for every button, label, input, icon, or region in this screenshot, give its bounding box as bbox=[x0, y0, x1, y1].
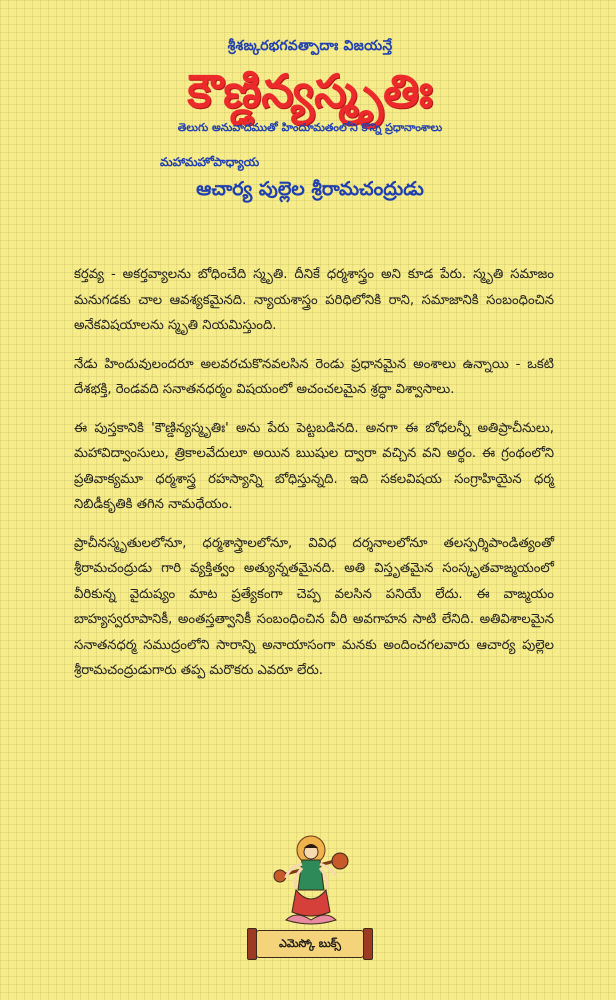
book-subtitle: తెలుగు అనువాదముతో హిందూమతంలోని కొన్ని ప్రధానాంశాలు bbox=[177, 121, 443, 134]
publisher-logo: ఎమెస్కో బుక్స్ bbox=[256, 930, 364, 958]
author-honorific: మహామహోపాధ్యాయ bbox=[160, 155, 260, 169]
series-line: శ్రీశఙ్కరభగవత్పాదాః విజయన్తే bbox=[227, 38, 393, 54]
blurb-text bbox=[74, 262, 554, 697]
blurb-paragraph: ఈ పుస్తకానికి 'కౌణ్డిన్యస్మృతిః' అను పేరు పెట్టబడినది. అనగా ఈ బోధలన్నీ అతిప్రాచీనులు, మహావిద్వాంసులు, త్రికాలవేదులూ అయిన ఋషుల ద్వారా వచ్చిన వని అర్థం. ఈ గ్రంథంలోని ప్రతివాక్యమూ ధర్మశాస్త్ర రహస్యాన్ని బోధిస్తున్నది. ఇది సకలవిషయ సంగ్రాహియైన ధర్మ నిబిడీకృతికి తగిన నామధేయం. bbox=[74, 420, 554, 512]
blurb-paragraph: ప్రాచీనస్మృతులలోనూ, ధర్మశాస్త్రాలలోనూ, వివిధ దర్శనాలలోనూ తలస్పర్శిపాండిత్యంతో శ్రీరామచంద్రుడు గారి వ్యక్తిత్వం అత్యున్నతమైనది. అతి విస్తృతమైన సంస్కృతవాఙ్మయంలో వీరికున్న వైదుష్యం మాట ప్రత్యేకంగా చెప్ప వలసిన పనియే లేదు. ఈ వాఙ్మయం బాహ్యస్వరూపానికీ, అంతస్తత్వానికీ సంబంధించిన వీరి అవగాహన సాటి లేనిది. అతివిశాలమైన సనాతనధర్మ సముద్రంలోని సారాన్ని అనాయాసంగా మనకు అందించగలవారు ఆచార్య పుల్లెల శ్రీరామచంద్రుడుగారు తప్ప మరొకరు ఎవరూ లేరు. bbox=[74, 535, 554, 678]
blurb-paragraph: కర్తవ్య - అకర్తవ్యాలను బోధించేది స్మృతి. దీనికే ధర్మశాస్త్రం అని కూడ పేరు. స్మృతి సమాజం మనుగడకు చాల ఆవశ్యకమైనది. న్యాయశాస్త్రం పరిధిలోనికి రాని, సమాజానికి సంబంధించిన అనేకవిషయాలను స్మృతి నియమిస్తుంది. bbox=[74, 267, 554, 333]
book-title: కౌణ్డిన్యస్మృతిః bbox=[187, 64, 433, 118]
blurb-paragraph: నేడు హిందువులందరూ అలవరచుకొనవలసిన రెండు ప్రధానమైన అంశాలు ఉన్నాయి - ఒకటి దేశభక్తి, రెండవది సనాతనధర్మం విషయంలో అచంచలమైన శ్రద్ధా విశ్వాసాలు. bbox=[74, 356, 554, 397]
header bbox=[120, 26, 500, 205]
author-name: ఆచార్య పుల్లెల శ్రీరామచంద్రుడు bbox=[196, 178, 424, 200]
